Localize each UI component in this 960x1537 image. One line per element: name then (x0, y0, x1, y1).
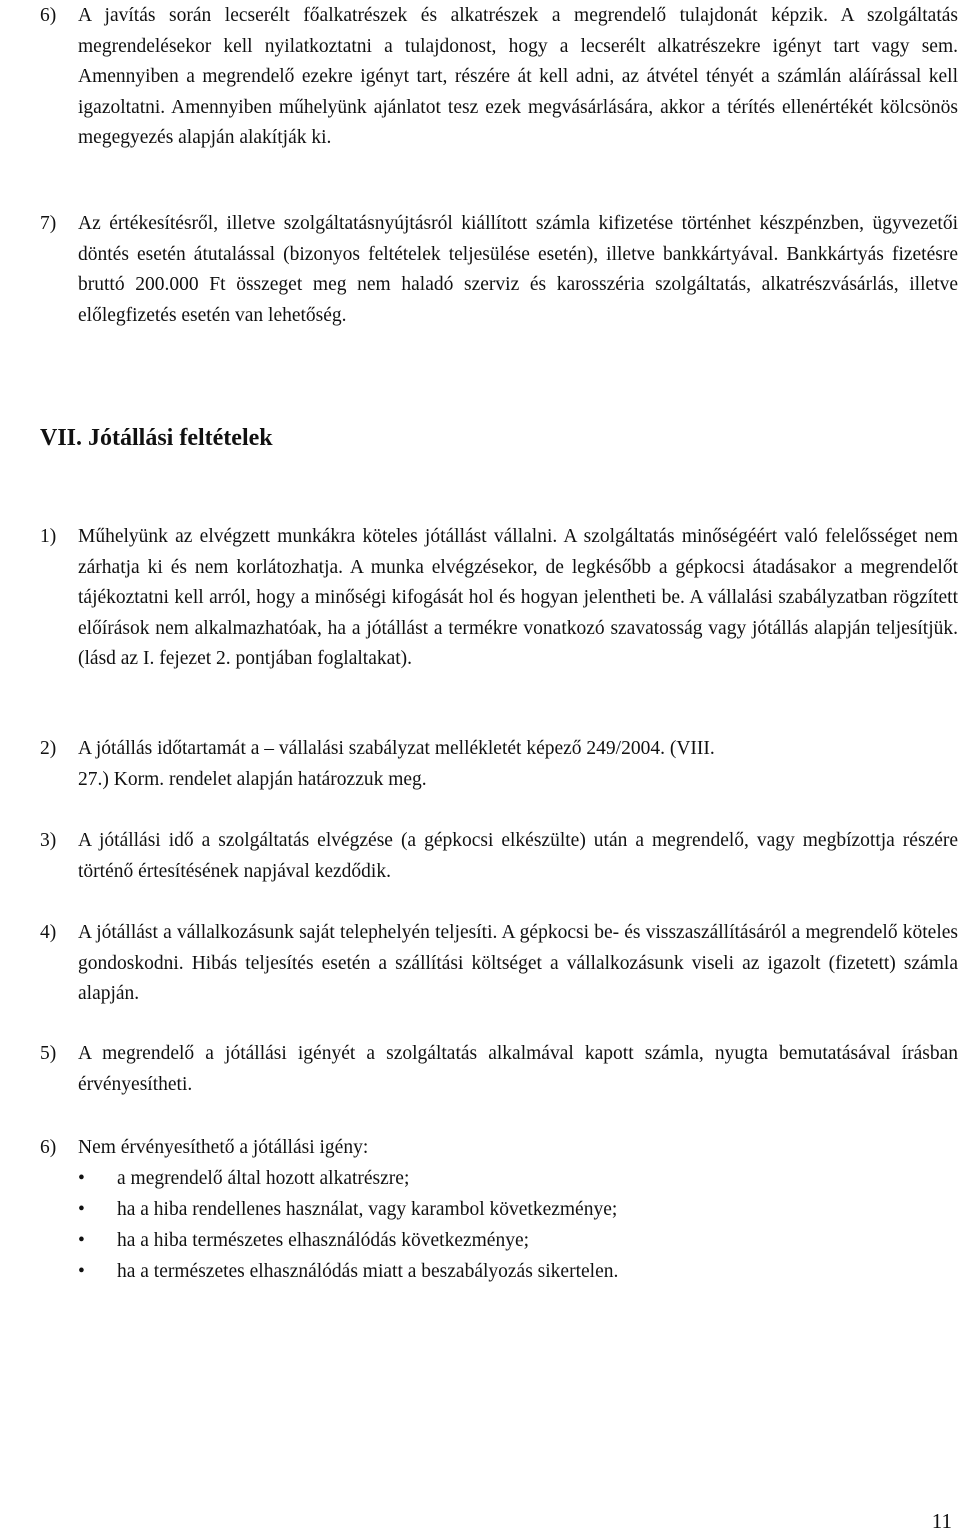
bullet-symbol: • (78, 1168, 85, 1189)
item-number: 6) (40, 5, 57, 26)
item-number: 4) (40, 922, 57, 943)
item-text-line2: 27.) Korm. rendelet alapján határozzuk meg. (78, 768, 427, 790)
item-number: 2) (40, 738, 57, 759)
item-text: Műhelyünk az elvégzett munkákra köteles jótállást vállalni. A szolgáltatás minőségéért való felelősséget nem zárhatja ki és nem korlátozhatja. A munka elvégzésekor, de legkésőbb a gépkocsi átadásakor a megrendelőt tájékoztatni kell arról, hogy a minőségi kifogását hol és hogyan jelentheti be. A vállalási szabályzatban rögzített előírások nem alkalmazhatóak, ha a jótállást a termékre vonatkozó szavatosság vagy jótállás alapján teljesítjük. (lásd az I. fejezet 2. pontjában foglaltakat). (78, 526, 958, 669)
item-number: 5) (40, 1043, 57, 1064)
page-number: 11 (931, 1509, 952, 1533)
item-text: A javítás során lecserélt főalkatrészek és alkatrészek a megrendelő tulajdonát képzik. A szolgáltatás megrendelésekor kell nyilatkoztatni a tulajdonost, hogy a lecserélt alkatrészekre igényt tart vagy sem. Amennyiben a megrendelő ezekre igényt tart, részére át kell adni, az átvétel tényét a számlán aláírással kell igazoltatni. Amennyiben műhelyünk ajánlatot tesz ezek megvásárlására, akkor a térítés ellenértékét kölcsönös megegyezés alapján alakítják ki. (78, 5, 958, 148)
item-text: A megrendelő a jótállási igényét a szolgáltatás alkalmával kapott számla, nyugta bemutatásával írásban érvényesítheti. (78, 1043, 958, 1095)
item-text: A jótállási idő a szolgáltatás elvégzése (a gépkocsi elkészülte) után a megrendelő, vagy megbízottja részére történő értesítésének napjával kezdődik. (78, 830, 958, 882)
bullet-item: ha a hiba rendellenes használat, vagy karambol következménye; (117, 1199, 618, 1220)
list-item-5-claim (40, 1039, 958, 1100)
bullet-symbol: • (78, 1230, 85, 1251)
list-item-1-warranty (40, 522, 958, 675)
item-number: 7) (40, 213, 57, 234)
bullet-item: ha a természetes elhasználódás miatt a beszabályozás sikertelen. (117, 1261, 619, 1282)
bullet-item: a megrendelő által hozott alkatrészre; (117, 1168, 410, 1189)
list-item-6-replaced-parts (40, 1, 958, 154)
item-text: A jótállást a vállalkozásunk saját telephelyén teljesíti. A gépkocsi be- és visszaszállításáról a megrendelő köteles gondoskodni. Hibás teljesítés esetén a szállítási költséget a vállalkozásunk viseli az igazolt (fizetett) számla alapján. (78, 922, 958, 1004)
list-item-6-exclusions (40, 1133, 958, 1164)
item-number: 3) (40, 830, 57, 851)
bullet-symbol: • (78, 1199, 85, 1220)
section-heading: VII. Jótállási feltételek (40, 425, 273, 451)
list-item-4-site (40, 918, 958, 1010)
item-text: Az értékesítésről, illetve szolgáltatásnyújtásról kiállított számla kifizetése történhet készpénzben, ügyvezetői döntés esetén átutalással (bizonyos feltételek teljesülése esetén), illetve bankkártyával. Bankkártyás fizetésre bruttó 200.000 Ft összeget meg nem haladó szerviz és karosszéria szolgáltatás, alkatrészvásárlás, illetve előlegfizetés esetén van lehetőség. (78, 213, 958, 326)
item-text: Nem érvényesíthető a jótállási igény: (78, 1137, 369, 1158)
list-item-7-payment (40, 209, 958, 331)
item-number: 1) (40, 526, 57, 547)
list-item-2-duration (40, 734, 958, 795)
item-number: 6) (40, 1137, 57, 1158)
bullet-item: ha a hiba természetes elhasználódás következménye; (117, 1230, 530, 1251)
item-text-line1: A jótállás időtartamát a – vállalási szabályzat mellékletét képező 249/2004. (VIII. (78, 738, 715, 759)
bullet-symbol: • (78, 1261, 85, 1282)
list-item-3-start (40, 826, 958, 887)
